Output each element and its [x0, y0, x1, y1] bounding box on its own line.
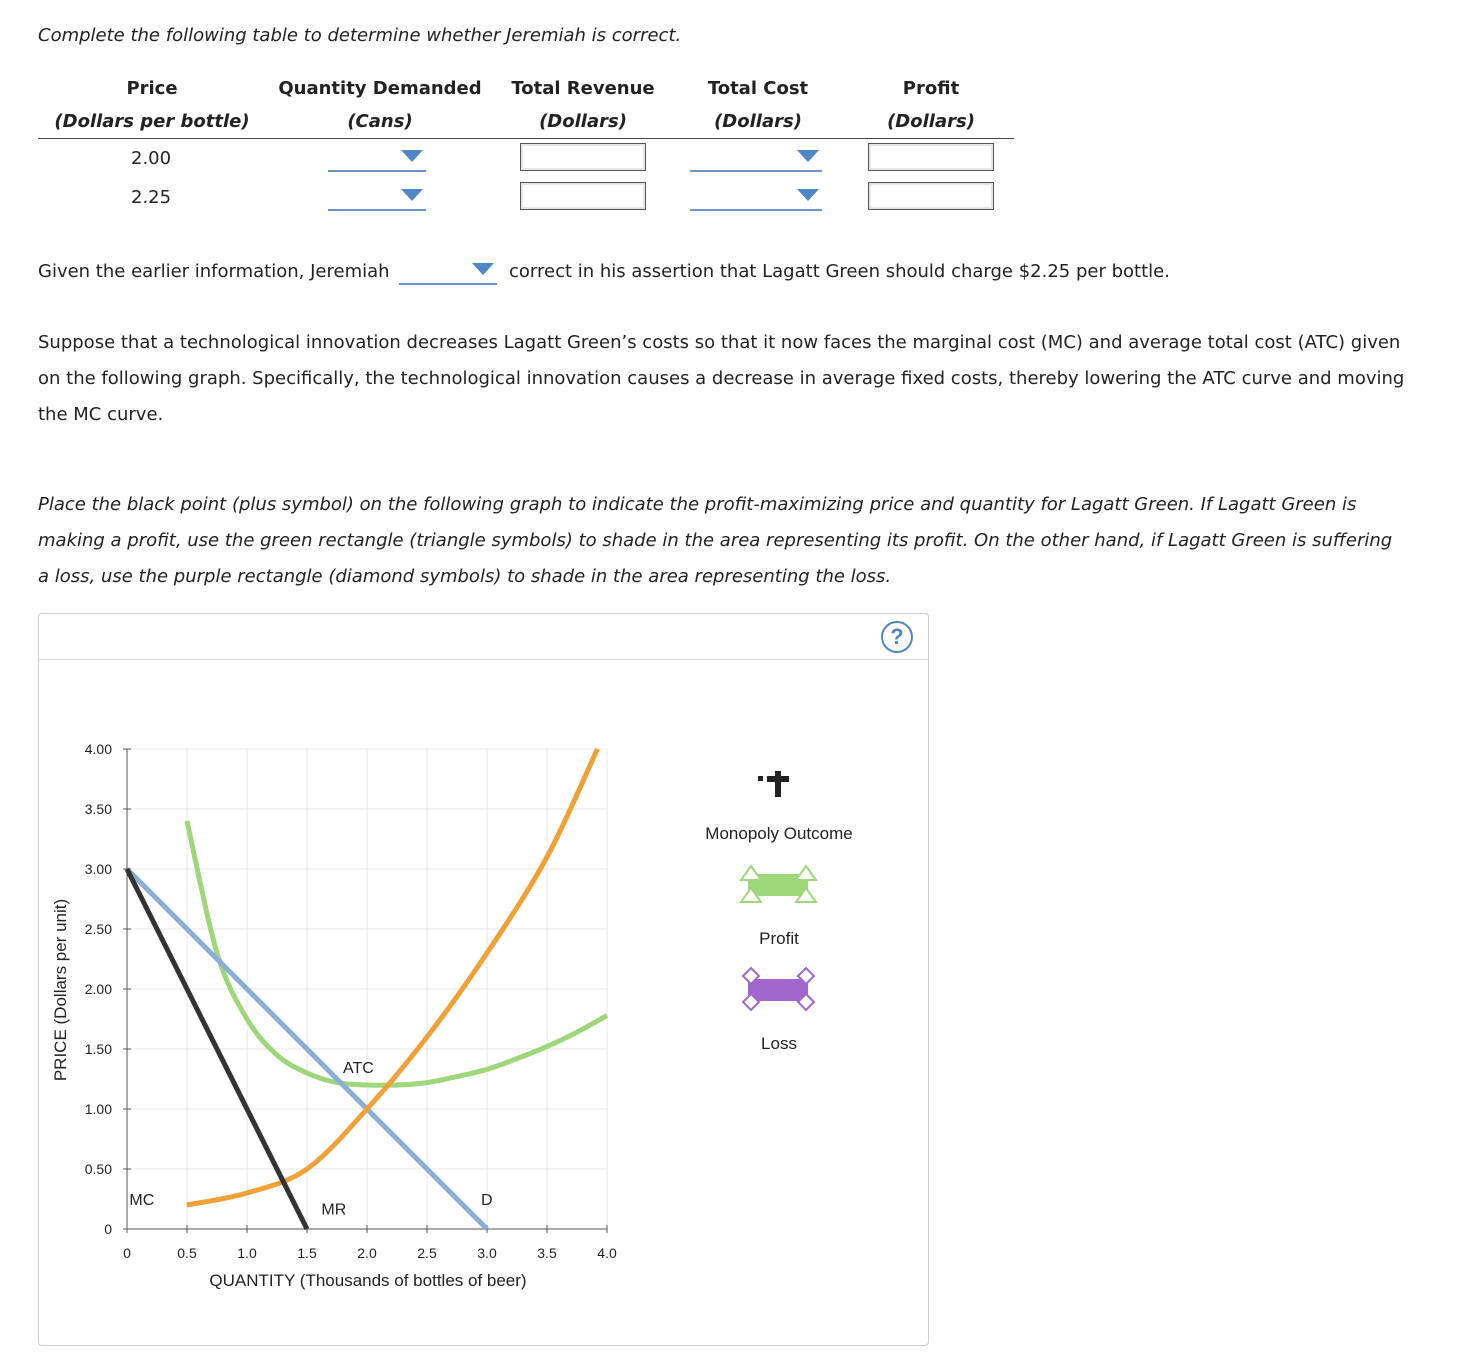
header-price: Price — [126, 78, 178, 99]
tick-labels — [85, 741, 617, 1261]
help-icon[interactable]: ? — [881, 621, 913, 653]
curve-labels — [129, 1060, 492, 1219]
x-tick-label: 1.0 — [237, 1245, 257, 1261]
axes — [123, 749, 607, 1233]
y-tick-label: 0 — [104, 1221, 112, 1237]
row-2-price: 2.25 — [131, 187, 172, 208]
header-quantity-unit: (Cans) — [347, 111, 413, 132]
paragraph-instructions-line: a loss, use the purple rectangle (diamond symbols) to shade in the area representing the loss. — [38, 566, 892, 587]
x-tick-label: 3.0 — [477, 1245, 497, 1261]
y-tick-label: 4.00 — [84, 741, 112, 757]
x-tick-label: 2.5 — [417, 1245, 437, 1261]
atc-label: ATC — [343, 1060, 374, 1077]
x-tick-label: 2.0 — [357, 1245, 377, 1261]
x-tick-label: 0.5 — [177, 1245, 197, 1261]
grid — [127, 749, 607, 1229]
y-tick-label: 0.50 — [84, 1161, 112, 1177]
y-tick-label: 2.50 — [84, 921, 112, 937]
plus-icon-vertical — [775, 771, 781, 797]
x-axis-label: QUANTITY (Thousands of bottles of beer) — [209, 1271, 527, 1290]
triangle-icon — [796, 866, 816, 880]
paragraph-instructions-line: Place the black point (plus symbol) on the following graph to indicate the profit-maximizing price and quantity for Lagatt Green. If Lagatt Green is — [38, 494, 1357, 515]
legend-profit: Profit — [759, 929, 799, 948]
header-total-cost: Total Cost — [707, 78, 809, 99]
y-tick-label: 3.00 — [84, 861, 112, 877]
paragraph-technology-line: Suppose that a technological innovation decreases Lagatt Green’s costs so that it now faces the marginal cost (MC) and average total cost (ATC) given — [38, 332, 1401, 353]
header-profit: Profit — [902, 78, 960, 99]
mr-label: MR — [321, 1201, 347, 1219]
loss-rectangle — [748, 979, 808, 1001]
x-tick-label: 1.5 — [297, 1245, 317, 1261]
x-tick-label: 0 — [123, 1245, 131, 1261]
intro-text: Complete the following table to determine whether Jeremiah is correct. — [38, 25, 682, 46]
triangle-icon — [741, 866, 761, 880]
header-total-revenue: Total Revenue — [511, 78, 655, 99]
paragraph-instructions-line: making a profit, use the green rectangle (triangle symbols) to shade in the area representing its profit. On the other hand, if Lagatt Green is suffering — [38, 530, 1393, 551]
paragraph-technology-line: on the following graph. Specifically, the technological innovation causes a decrease in average fixed costs, thereby lowering the ATC curve and moving — [38, 368, 1405, 389]
x-tick-label: 4.0 — [597, 1245, 617, 1261]
y-tick-label: 1.00 — [84, 1101, 112, 1117]
y-tick-label: 3.50 — [84, 801, 112, 817]
profit-rectangle-tool[interactable] — [741, 866, 816, 902]
mc-label: MC — [129, 1192, 155, 1209]
y-axis-label: PRICE (Dollars per unit) — [51, 898, 70, 1082]
paragraph-technology-line: the MC curve. — [38, 404, 164, 425]
header-total-cost-unit: (Dollars) — [714, 111, 802, 132]
assertion-after: correct in his assertion that Lagatt Green should charge $2.25 per bottle. — [509, 261, 1170, 282]
row-1-price: 2.00 — [131, 148, 172, 169]
y-tick-label: 2.00 — [84, 981, 112, 997]
assertion-before: Given the earlier information, Jeremiah — [38, 261, 390, 282]
plus-icon-horizontal — [767, 776, 789, 782]
d-label: D — [481, 1192, 493, 1209]
loss-rectangle-tool[interactable] — [743, 968, 814, 1010]
plus-handle-dot — [758, 776, 763, 781]
header-price-unit: (Dollars per bottle) — [54, 111, 250, 132]
x-tick-label: 3.5 — [537, 1245, 557, 1261]
header-quantity: Quantity Demanded — [278, 78, 482, 99]
header-total-revenue-unit: (Dollars) — [539, 111, 627, 132]
legend-loss: Loss — [761, 1034, 797, 1053]
header-profit-unit: (Dollars) — [887, 111, 975, 132]
y-tick-label: 1.50 — [84, 1041, 112, 1057]
monopoly-outcome-tool[interactable] — [758, 771, 789, 797]
legend-monopoly-outcome: Monopoly Outcome — [705, 824, 853, 843]
